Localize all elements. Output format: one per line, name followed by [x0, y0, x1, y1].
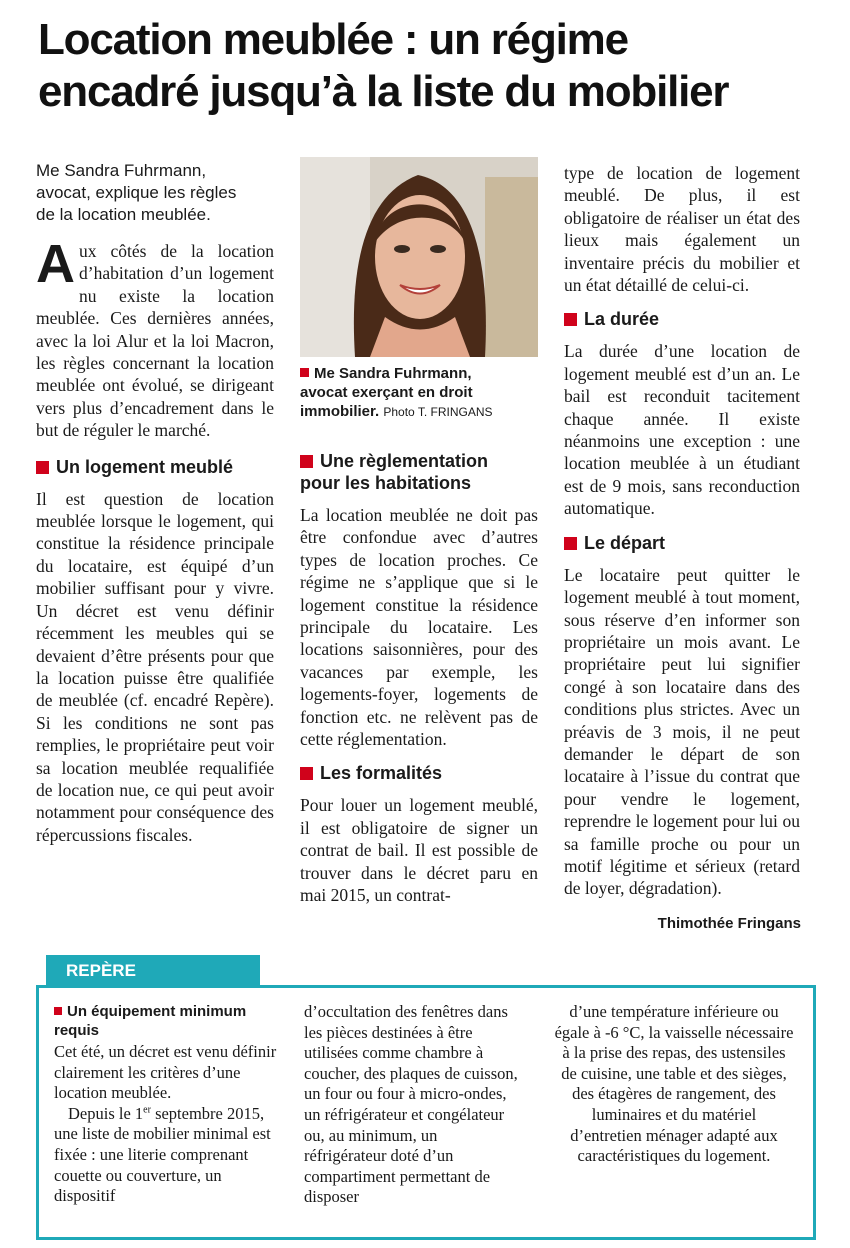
red-square-icon: [300, 455, 313, 468]
red-square-icon: [564, 313, 577, 326]
subhead-text: Le départ: [584, 532, 666, 553]
drop-cap: A: [36, 234, 75, 294]
lead-paragraph: [36, 160, 274, 226]
article-column-1: [36, 160, 274, 846]
headline-line-1: Location meublée : un régime: [38, 15, 628, 64]
headline-line-2: encadré jusqu’à la liste du mobilier: [38, 67, 729, 116]
photo-credit: Photo T. FRINGANS: [383, 405, 493, 419]
red-square-icon: [54, 1007, 62, 1015]
repere-paragraph-2: [54, 1104, 279, 1207]
paragraph-reglementation: La location meublée ne doit pas être confondue avec d’autres types de location proches. Ce régime ne s’applique que si le logement constitue la résidence principale du locataire. Les locations saisonnières, pour des vacances par exemple, les logements-foyer, logements de fonction etc. ne relèvent pas de cette réglementation.: [300, 505, 538, 750]
repere-subtitle-text: Un équipement minimum requis: [54, 1003, 247, 1039]
paragraph-formalites-continued: type de location de logement meublé. De plus, il est obligatoire de réaliser un état des lieux mais également un inventaire précis du mobilier et un état détaillé de celui-ci.: [564, 163, 800, 296]
repere-column-2: [304, 1002, 519, 1208]
red-square-icon: [300, 767, 313, 780]
lead-line-2: avocat, explique les règles: [36, 183, 237, 202]
caption-line-2: avocat exerçant en droit: [300, 384, 473, 401]
subhead-text: Les formalités: [320, 763, 443, 784]
repere-column-3: [554, 1002, 794, 1167]
red-square-icon: [300, 368, 309, 377]
photo-caption: [300, 364, 545, 422]
subhead-formalites: [300, 762, 538, 784]
subhead-text-2: pour les habitations: [300, 473, 472, 493]
red-square-icon: [36, 461, 49, 474]
paragraph-depart: Le locataire peut quitter le logement meublé à tout moment, sous réserve d’en informer son propriétaire un mois avant. Le propriétaire peut lui signifier congé à son locataire dans des conditions plus strictes. Avec un préavis de 3 mois, il ne peut demander le départ de son locataire à l’issue du contrat que pour vendre le logement, reprendre le logement pour lui ou sa famille proche ou pour un motif légitime et sérieux (retard de loyer, dégradation).: [564, 564, 800, 899]
portrait-illustration: [300, 157, 538, 357]
repere-box: [36, 985, 816, 1240]
subhead-duree: [564, 308, 800, 330]
subhead-text: La durée: [584, 309, 660, 330]
headline: [38, 14, 828, 118]
intro-text: ux côtés de la location d’habitation d’un logement nu existe la location meublée. Ces dernières années, avec la loi Alur et la loi Macron, les règles concernant la location meublée ont évolué, se dirigeant vers plus d’encadrement dans le but de réguler le marché.: [36, 241, 274, 441]
red-square-icon: [564, 537, 577, 550]
repere-subtitle: [54, 1002, 279, 1040]
portrait-photo: [300, 157, 538, 357]
lead-line-3: de la location meublée.: [36, 205, 211, 224]
caption-line-3: immobilier.: [300, 403, 380, 420]
subhead-depart: [564, 532, 800, 554]
paragraph-formalites: Pour louer un logement meublé, il est obligatoire de signer un contrat de bail. Il est possible de trouver dans le décret paru en mai 2015, un contrat-: [300, 795, 538, 906]
lead-line-1: Me Sandra Fuhrmann,: [36, 161, 207, 180]
article-column-3: [564, 162, 800, 900]
repere-column-1: [54, 1002, 279, 1207]
repere-date-prefix: Depuis le 1: [68, 1103, 144, 1123]
subhead-text-1: Une règlementation: [320, 451, 489, 471]
byline: Thimothée Fringans: [657, 915, 801, 932]
paragraph-logement-meuble: Il est question de location meublée lorsque le logement, qui constitue la résidence principale du locataire, est équipé d’un mobilier suffisant pour y vivre. Un décret est venu définir récemment les meubles qui se devaient d’être présents pour que la location puisse être qualifiée de meublée (cf. encadré Repère). Si les conditions ne sont pas remplies, le propriétaire peut voir sa location meublée requalifiée de location nue, ce qui peut avoir notamment pour conséquence des répercussions fiscales.: [36, 488, 274, 845]
caption-line-1: Me Sandra Fuhrmann,: [314, 365, 472, 382]
intro-paragraph: [36, 234, 274, 442]
repere-paragraph-col2: d’occultation des fenêtres dans les pièces destinées à être utilisées comme chambre à coucher, des plaques de cuisson, un four ou four à micro-ondes, un réfrigérateur et congélateur ou, au minimum, un réfrigérateur doté d’un compartiment permettant de disposer: [304, 1002, 518, 1207]
paragraph-duree: La durée d’une location de logement meublé est d’un an. Le bail est reconduit tacitement chaque année. Il existe néanmoins une exception : une location meublée à un étudiant est de 9 mois, sans reconduction automatique.: [564, 341, 800, 519]
article-column-2: [300, 440, 538, 907]
repere-paragraph-1: Cet été, un décret est venu définir clairement les critères d’une location meublée.: [54, 1042, 277, 1103]
repere-date-rest: septembre 2015, une liste de mobilier minimal est fixée : une literie comprenant couette ou couverture, un dispositif: [54, 1103, 271, 1206]
subhead-logement-meuble: [36, 456, 274, 478]
repere-date-sup: er: [143, 1104, 151, 1116]
repere-tab: REPÈRE: [46, 955, 260, 986]
subhead-text: Un logement meublé: [56, 456, 234, 477]
repere-paragraph-col3: d’une température inférieure ou égale à -6 °C, la vaisselle nécessaire à la prise des repas, des ustensiles de cuisine, une table et des sièges, des étagères de rangement, des luminaires et du matériel d’entretien ménager adapté aux caractéristiques du logement.: [554, 1002, 794, 1166]
subhead-reglementation: [300, 450, 538, 494]
